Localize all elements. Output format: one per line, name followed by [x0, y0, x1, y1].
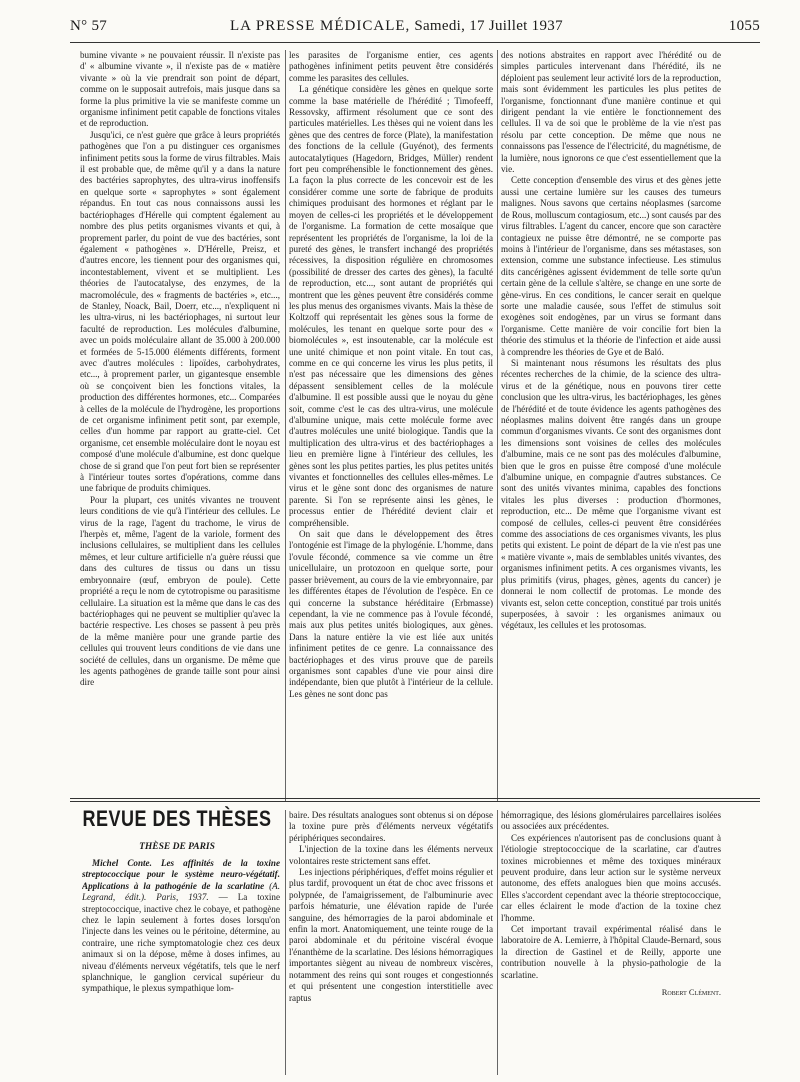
review-column-1	[82, 858, 280, 1073]
review-column-2	[289, 810, 493, 1075]
paragraph: Ces expériences n'autorisent pas de conclusions quant à l'étiologie streptococcique de la scarlatine, car d'autres toxines microbiennes et même des toxiques minéraux peuvent produire, dans leur action sur le système nerveux autonome, des effets analogues bien que moins accusés. Elles s'accordent cependant avec la théorie streptococcique, car elles éclairent le mode d'action de la toxine chez l'homme.	[501, 832, 721, 923]
paragraph: Cette conception d'ensemble des virus et des gènes jette aussi une certaine lumière sur les causes des tumeurs malignes. Nous savons que certains néoplasmes (sarcome de Rous, molluscum contagiosum, etc...) sont causés par des virus filtrables. L'agent du cancer, encore que son caractère contagieux ne puisse être démontré, ne se comporte pas moins à l'intérieur de l'organisme, dans ses métastases, son extension, comme une substance infectieuse. Les stimulus dits cancérigènes agissent évidemment de telle sorte qu'un certain gène de la cellule s'altère, se change en une sorte de gène-virus. En ces conditions, le cancer serait en quelque sorte une maladie causée, sous l'effet de stimulus soit exogènes soit endogènes, par un virus se formant dans l'organisme. Cette manière de voir concilie fort bien la théorie des stimulus et la théorie de l'infection et aide aussi à comprendre les théories de Gye et de Baló.	[501, 175, 721, 357]
masthead	[230, 18, 563, 35]
section-title: REVUE DES THÈSES	[82, 806, 272, 831]
page-header	[70, 18, 760, 40]
section-rule-double	[70, 801, 760, 802]
article-column-2	[289, 50, 493, 802]
author-signature: Robert Clément.	[661, 987, 721, 998]
thesis-heading: Michel Conte. Les affinités de la toxine streptococcique pour le système neuro-végétatif. Applications à la pathogénie de la scarlatine	[82, 858, 280, 891]
section-rule	[70, 798, 760, 799]
paragraph: des notions abstraites en rapport avec l'hérédité ou de simples particules intervenant dans l'hérédité, ils ne déploient pas seulement leur activité lors de la reproduction, mais sont évidemment les particules les plus petites de l'organisme, fonctionnant d'une manière continue et qui dirigent pendant la vie entière le fonctionnement des cellules. Il va de soi que le problème de la vie n'est pas résolu par cette conception. De même que nous ne connaissons pas l'essence de l'électricité, du magnétisme, de la lumière, nous ignorons ce que c'est essentiellement que la vie.	[501, 50, 721, 175]
article-column-3	[501, 50, 721, 802]
paragraph: bumine vivante » ne pouvaient réussir. Il n'existe pas d' « albumine vivante », il n'existe pas de « matière vivante » où la vie prendrait son point de départ, comme on le supposait autrefois, mais jusque dans sa forme la plus primitive la vie se manifeste comme un organisme infiniment petit capable de fonctions vitales et de reproduction.	[80, 50, 280, 129]
journal-name: LA PRESSE MÉDICALE,	[230, 18, 411, 34]
column-divider	[497, 50, 498, 802]
section-subtitle: THÈSE DE PARIS	[139, 842, 215, 852]
column-divider	[285, 50, 286, 802]
header-rule	[70, 42, 760, 43]
paragraph: Jusqu'ici, ce n'est guère que grâce à leurs propriétés pathogènes que l'on a pu distinguer ces organismes infiniment petits sous la forme de virus filtrables. Mais il est probable que, de même qu'il y a dans la nature des bactéries saprophytes, des ultra-virus inoffensifs en quelque sorte « saprophytes » sont également répandus. En tout cas nous connaissons aussi les bactériophages d'Hérelle qui comptent également au nombre des plus petits organismes vivants et qui, à proprement parler, du point de vue des bactéries, sont également « pathogènes ». D'Hérelle, Preisz, et d'autres encore, les tiennent pour des organismes qui, incontestablement, vivent et se multiplient. Les théories de l'autocatalyse, des enzymes, de la macromolécule, des « fragments de bactéries », etc..., de Stanley, Noack, Bail, Doerr, etc..., n'expliquent ni les ultra-virus, ni les bactériophages, ni surtout leur faculté de reproduction. Les molécules d'albumine, avec un poids moléculaire allant de 35.000 à 200.000 et formées de 5-15.000 éléments différents, forment avec d'autres molécules : lipoïdes, carbohydrates, etc..., à proprement parler, un gigantesque ensemble où se conçoivent bien les fonctions vitales, la production des différentes hormones, etc... Comparées à celles de la molécule de l'hydrogène, les proportions de cet organisme infiniment petit sont, par exemple, celles d'un homme par rapport au gratte-ciel. Cet organisme, cet ensemble moléculaire dont le noyau est composé d'une molécule d'albumine, est donc quelque chose de si grand que l'on peut fort bien se représenter à l'intérieur toutes sortes d'opérations, comme dans une fabrique de produits chimiques.	[80, 129, 280, 494]
thesis-publication: (A. Legrand, édit.). Paris, 1937.	[82, 880, 280, 903]
paragraph: Si maintenant nous résumons les résultats des plus récentes recherches de la chimie, de la science des ultra-virus et de la génétique, nous en pouvons tirer cette conclusion que les ultra-virus, les bactériophages, les gènes de l'hérédité et de toute évidence les agents pathogènes des néoplasmes malins doivent être rangés dans un groupe commun d'organismes vivants. Ce sont des organismes dont les dimensions sont voisines de celles des molécules d'albumine, mais ce ne sont pas des molécules d'albumine, bien que le gros en puisse être composé d'une molécule d'albumine unique, en compagnie d'autres substances. Ce sont des unités vivantes minima, capables des fonctions vitales les plus diverses : production d'hormones, reproduction, etc... De même que l'organisme vivant est composé de cellules, celles-ci peuvent être considérées comme des associations de ces organismes vivants, les plus petits qui existent. Le point de départ de la vie n'est pas une « matière vivante », mais de semblables unités vivantes, des organismes infiniment petits. A ces organismes vivants, les plus primitifs (virus, phages, gènes, agents du cancer) je donnerai le nom collectif de protomas. Le monde des vivants est, selon cette conception, constitué par trois unités superposées, à savoir : les organismes animaux ou végétaux, les cellules et les protosomas.	[501, 357, 721, 631]
paragraph: hémorragique, des lésions glomérulaires parcellaires isolées ou associées aux précédentes.	[501, 810, 721, 832]
paragraph: On sait que dans le développement des êtres l'ontogénie est l'image de la phylogénie. L'homme, dans l'ovule fécondé, commence sa vie comme un être unicellulaire, un protozoon en quelque sorte, pour passer brièvement, au cours de la vie embryonnaire, par les différentes étapes de l'évolution de l'espèce. En ce qui concerne la substance héréditaire (Erbmasse) cependant, la vie ne commence pas à l'ovule fécondé, mais aux plus petites unités biologiques, aux gènes. Dans la nature entière la vie est liée aux unités infiniment petites de ce genre. La connaissance des bactériophages et des virus prouve que de pareils organismes sont capables d'une vie pour ainsi dire indépendante, bien que plutôt à l'intérieur de la cellule. Les gènes ne sont donc pas	[289, 529, 493, 699]
page-number: 1055	[728, 18, 760, 34]
paragraph: L'injection de la toxine dans les éléments nerveux volontaires reste strictement sans effet.	[289, 844, 493, 866]
paragraph: Pour la plupart, ces unités vivantes ne trouvent leurs conditions de vie qu'à l'intérieur des cellules. Le virus de la rage, l'agent du trachome, le virus de l'herpès et, même, l'agent de la variole, forment des inclusions cellulaires, se multiplient dans les cellules mêmes, et leur culture artificielle n'a guère réussi que dans des cultures de tissus ou dans un tissu embryonnaire (œuf, embryon de poule). Cette propriété a reçu le nom de cytotropisme ou parasitisme cellulaire. La situation est la même que dans le cas des bactériophages qui ne peuvent se multiplier qu'avec la bactérie respective. Les choses se passent à peu près de la même manière pour une grande partie des cellules qui trouvent leurs conditions de vie dans une société de cellules, dans un organisme. De même que les agents pathogènes de grande taille sont pour ainsi dire	[80, 494, 280, 688]
paragraph: — La toxine streptococcique, inactive chez le cobaye, et pathogène chez le lapin seulement à fortes doses lorsqu'on l'injecte dans les veines ou le péritoine, détermine, au contraire, une riche symptomatologie chez ces deux animaux si on la dépose, même à doses infimes, au niveau d'éléments nerveux végétatifs, tels que le nerf splanchnique, le ganglion cervical supérieur du sympathique, le plexus sympathique lom-	[82, 892, 280, 994]
paragraph: Cet important travail expérimental réalisé dans le laboratoire de A. Lemierre, à l'hôpital Claude-Bernard, sous la direction de Gastinel et de Reilly, apporte une contribution nouvelle à la physio-pathologie de la scarlatine.	[501, 924, 721, 980]
review-column-3	[501, 810, 721, 1075]
issue-date: Samedi, 17 Juillet 1937	[414, 18, 563, 34]
column-divider	[497, 810, 498, 1075]
paragraph: baire. Des résultats analogues sont obtenus si on dépose la toxine pure près d'éléments nerveux végétatifs périphériques secondaires.	[289, 810, 493, 843]
paragraph: les parasites de l'organisme entier, ces agents pathogènes infiniment petits peuvent être considérés comme les parasites des cellules.	[289, 50, 493, 83]
article-column-1	[80, 50, 280, 802]
paragraph: Les injections périphériques, d'effet moins régulier et plus tardif, provoquent un état de choc avec frissons et polypnée, de l'amaigrissement, de l'albuminurie avec parfois hématurie, une élévation rapide de l'urée sanguine, des hémorragies de la paroi abdominale et enfin la mort. Anatomiquement, une teinte rouge de la paroi abdominale et du péritoine viscéral évoque l'énanthème de la scarlatine. Des lésions hémorragiques importantes siègent au niveau de nombreux viscères, notamment des reins qui sont rouges et congestionnés et qui présentent une congestion interstitielle avec raptus	[289, 867, 493, 1003]
column-divider	[285, 810, 286, 1075]
paragraph: La génétique considère les gènes en quelque sorte comme la base matérielle de l'hérédité ; Timofeeff, Ressovsky, affirment résolument que ce sont des particules matérielles. Les thèses qui ne voient dans les gènes que des centres de force (Plate), la manifestation des fonctions de la cellule (Guyénot), des ferments autocatalytiques (Hagedorn, Bridges, Müller) rendent fort peu compréhensible le fonctionnement des gènes. La façon la plus correcte de les concevoir est de les considérer comme une sorte de fabrique de produits chimiques produisant des hormones et réglant par le moyen de celles-ci les propriétés et le développement de l'organisme. La formation de cette mosaïque que représentent les propriétés de l'organisme, la loi de la pureté des gènes, le transfert inchangé des propriétés récessives, la disposition régulière en chromosomes (possibilité de dresser des cartes des gènes), la faculté de reproduction, etc..., sont autant de propriétés qui montrent que les gènes peuvent être considérés comme les plus menus des organismes vivants. Mais la thèse de Koltzoff qui représentait les gènes sous la forme de molécules, les tenant en quelque sorte pour des « biomolécules », est insoutenable, car la molécule est une unité chimique et non point vitale. En tout cas, comme en ce qui concerne les virus les plus petits, il n'est pas nécessaire que les dimensions des gènes dépassent sensiblement celles de la molécule d'albumine. Il est possible aussi que le noyau du gène soit, comme c'est le cas des ultra-virus, une molécule d'albumine unique, mais cette molécule forme avec d'autres molécules une unité biologique. Tandis que la multiplication des ultra-virus et des bactériophages a lieu en première ligne à l'intérieur des cellules, les gènes sont les plus petites parties, les plus petites unités vivantes et fonctionnelles des cellules elles-mêmes. Le virus et le gène sont donc des organismes de nature parente. Si l'on se représente ainsi les gènes, le processus entier de l'hérédité devient clair et compréhensible.	[289, 84, 493, 528]
issue-number: N° 57	[70, 18, 108, 34]
